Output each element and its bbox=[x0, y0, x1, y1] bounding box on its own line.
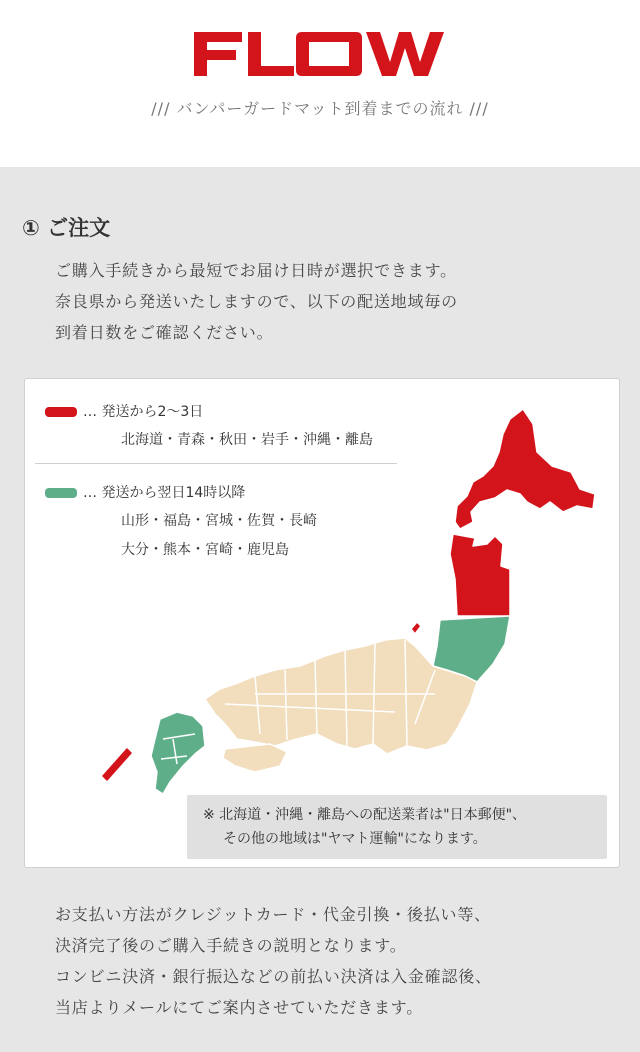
intro-line: 奈良県から発送いたしますので、以下の配送地域毎の bbox=[55, 292, 458, 311]
japan-delivery-map bbox=[55, 394, 615, 794]
red-swatch bbox=[45, 407, 77, 417]
outro-line: 当店よりメールにてご案内させていただきます。 bbox=[55, 998, 424, 1017]
legend-red-regions: 北海道・青森・秋田・岩手・沖縄・離島 bbox=[121, 432, 373, 448]
legend-red bbox=[45, 401, 203, 421]
outro-line: お支払い方法がクレジットカード・代金引換・後払い等、 bbox=[55, 905, 491, 924]
legend-green bbox=[45, 482, 245, 502]
payment-info-text bbox=[55, 899, 492, 1023]
page-subtitle: /// バンパーガードマット到着までの流れ /// bbox=[151, 99, 489, 118]
intro-line: 到着日数をご確認ください。 bbox=[55, 323, 274, 342]
legend-red-label: … 発送から2〜3日 bbox=[83, 404, 204, 420]
delivery-map-card bbox=[24, 378, 620, 868]
outro-line: 決済完了後のご購入手続きの説明となります。 bbox=[55, 936, 407, 955]
okinawa-island bbox=[103, 749, 131, 780]
legend-green-regions: 大分・熊本・宮崎・鹿児島 bbox=[121, 542, 289, 558]
shikoku-region bbox=[223, 744, 287, 772]
green-swatch bbox=[45, 488, 77, 498]
order-step-section bbox=[0, 167, 640, 1052]
carrier-note bbox=[187, 795, 607, 859]
header bbox=[0, 0, 640, 167]
legend-divider bbox=[35, 463, 397, 464]
legend-green-regions: 山形・福島・宮城・佐賀・長崎 bbox=[121, 513, 317, 529]
note-line: その他の地域は"ヤマト運輸"になります。 bbox=[223, 831, 487, 847]
tohoku-north-region bbox=[450, 534, 510, 616]
flow-logo bbox=[0, 28, 640, 84]
note-line: ※ 北海道・沖縄・離島への配送業者は"日本郵便"、 bbox=[203, 807, 527, 823]
outro-line: コンビニ決済・銀行振込などの前払い決済は入金確認後、 bbox=[55, 967, 492, 986]
sado-island bbox=[411, 622, 421, 634]
flow-logo-graphic bbox=[190, 28, 450, 80]
step-title: ① ご注文 bbox=[22, 216, 111, 240]
intro-text bbox=[55, 255, 458, 348]
intro-line: ご購入手続きから最短でお届け日時が選択できます。 bbox=[55, 261, 457, 280]
legend-green-label: … 発送から翌日14時以降 bbox=[83, 485, 246, 501]
hokkaido-region bbox=[455, 409, 595, 529]
kyushu-region bbox=[151, 712, 205, 794]
